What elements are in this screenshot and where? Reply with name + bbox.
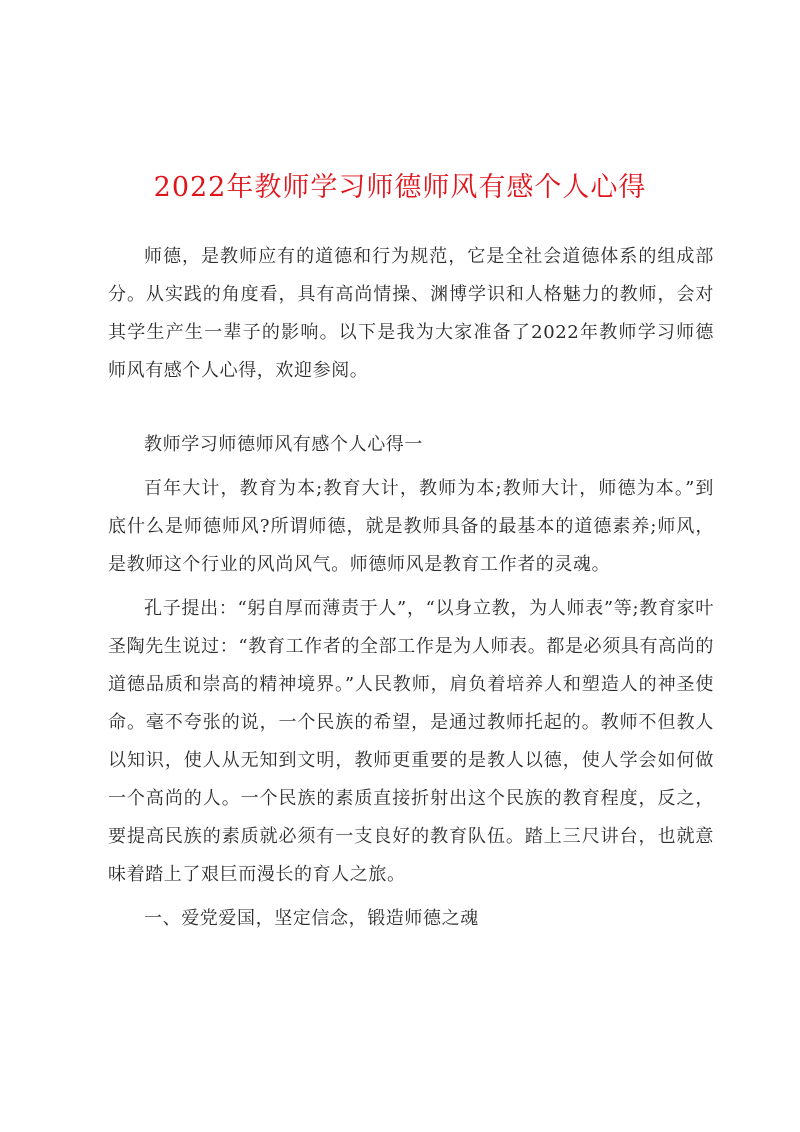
section-subtitle: 教师学习师德师风有感个人心得一	[144, 434, 423, 455]
document-body	[108, 238, 714, 938]
section-heading: 一、爱党爱国，坚定信念，锻造师德之魂	[144, 908, 479, 929]
document-title: 2022年教师学习师德师风有感个人心得	[153, 172, 647, 203]
body-paragraph: 百年大计，教育为本;教育大计，教师为本;教师大计，师德为本。”到底什么是师德师风?所谓师德，就是教师具备的最基本的道德素养;师风，是教师这个行业的风尚风气。师德师风是教育工作者的灵魂。	[108, 478, 714, 575]
body-paragraph: 孔子提出：“躬自厚而薄责于人”，“以身立教，为人师表”等;教育家叶圣陶先生说过：“教育工作者的全部工作是为人师表。都是必须具有高尚的道德品质和崇高的精神境界。”人民教师，肩负着培养人和塑造人的神圣使命。毫不夸张的说，一个民族的希望，是通过教师托起的。教师不但教人以知识，使人从无知到文明，教师更重要的是教人以德，使人学会如何做一个高尚的人。一个民族的素质直接折射出这个民族的教育程度，反之，要提高民族的素质就必须有一支良好的教育队伍。踏上三尺讲台，也就意味着踏上了艰巨而漫长的育人之旅。	[108, 598, 714, 885]
intro-paragraph: 师德，是教师应有的道德和行为规范，它是全社会道德体系的组成部分。从实践的角度看，具有高尚情操、渊博学识和人格魅力的教师，会对其学生产生一辈子的影响。以下是我为大家准备了2022年教师学习师德师风有感个人心得，欢迎参阅。	[108, 246, 714, 381]
